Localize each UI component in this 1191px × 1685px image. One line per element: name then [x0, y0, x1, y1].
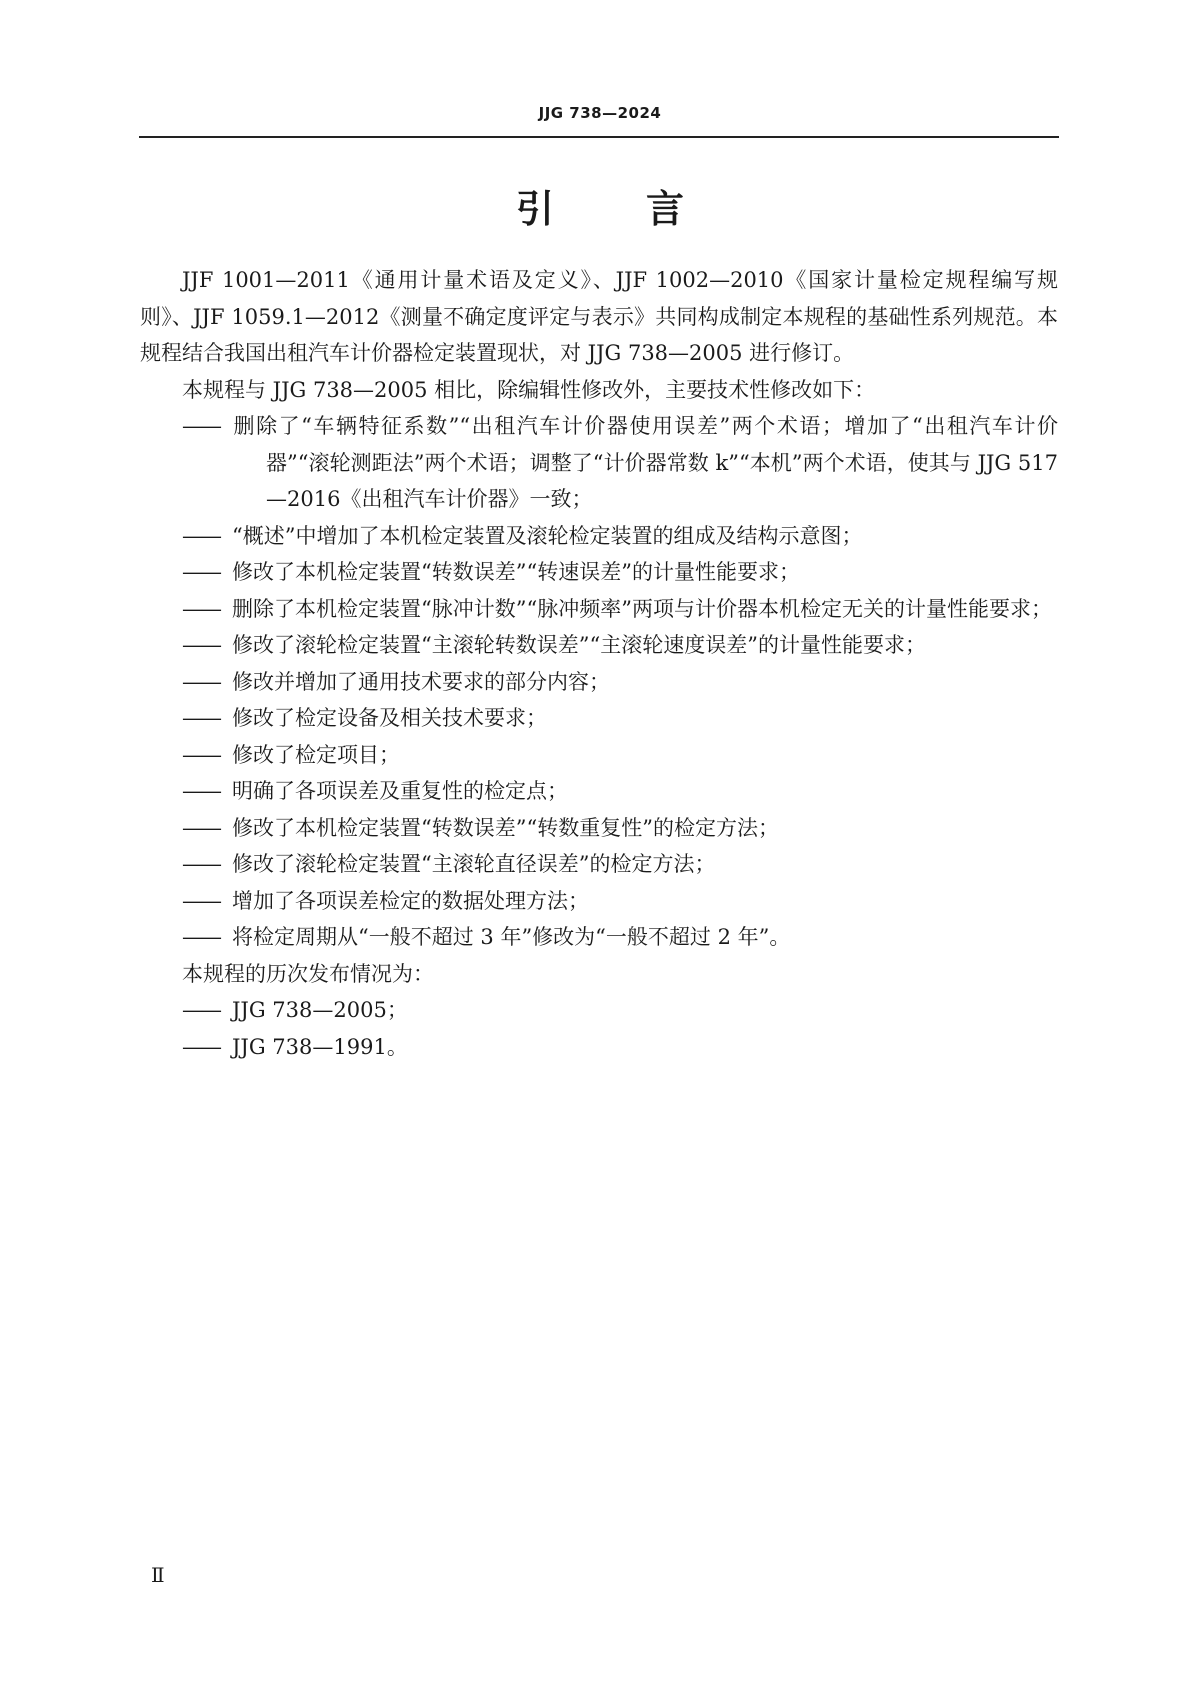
change-item-11: —— 修改了滚轮检定装置“主滚轮直径误差”的检定方法； — [182, 852, 716, 876]
history-item-1: —— JJG 738—2005； — [182, 998, 408, 1022]
change-item-3: —— 修改了本机检定装置“转数误差”“转速误差”的计量性能要求； — [182, 560, 800, 584]
change-item-12: —— 增加了各项误差检定的数据处理方法； — [182, 888, 589, 913]
change-item-9: —— 明确了各项误差及重复性的检定点； — [182, 779, 568, 803]
title-char-2: 言 — [646, 187, 685, 231]
change-item-1: —— 删除了“车辆特征系数”“出租汽车计价器使用误差”两个术语；增加了“出租汽车计价器”“滚轮测距法”两个术语；调整了“计价器常数 k”“本机”两个术语，使其与 JJG 517—2016《出租汽车计价器》一致； — [182, 414, 1058, 511]
document-code-header: JJG 738—2024 — [538, 104, 662, 122]
title-char-1: 引 — [515, 187, 554, 231]
header-rule — [139, 136, 1059, 138]
page-title — [140, 184, 1060, 234]
change-item-5: —— 修改了滚轮检定装置“主滚轮转数误差”“主滚轮速度误差”的计量性能要求； — [182, 633, 926, 657]
change-item-8: —— 修改了检定项目； — [182, 742, 400, 767]
history-heading: 本规程的历次发布情况为： — [182, 961, 434, 986]
body-text — [140, 262, 1058, 1065]
change-item-7: —— 修改了检定设备及相关技术要求； — [182, 706, 547, 730]
change-item-2: —— “概述”中增加了本机检定装置及滚轮检定装置的组成及结构示意图； — [182, 523, 863, 548]
change-item-10: —— 修改了本机检定装置“转数误差”“转数重复性”的检定方法； — [182, 815, 779, 840]
change-item-13: —— 将检定周期从“一般不超过 3 年”修改为“一般不超过 2 年”。 — [182, 925, 791, 949]
change-item-6: —— 修改并增加了通用技术要求的部分内容； — [182, 669, 610, 694]
history-item-2: —— JJG 738—1991。 — [182, 1034, 408, 1059]
intro-paragraph-2: 本规程与 JJG 738—2005 相比，除编辑性修改外，主要技术性修改如下： — [182, 377, 876, 402]
change-item-4: —— 删除了本机检定装置“脉冲计数”“脉冲频率”两项与计价器本机检定无关的计量性能要求； — [182, 596, 1052, 621]
page-number: Ⅱ — [151, 1563, 165, 1587]
intro-paragraph-1: JJF 1001—2011《通用计量术语及定义》、JJF 1002—2010《国家计量检定规程编写规则》、JJF 1059.1—2012《测量不确定度评定与表示》共同构成制定本规程的基础性系列规范。本规程结合我国出租汽车计价器检定装置现状，对 JJG 738—2005 进行修订。 — [140, 268, 1058, 365]
